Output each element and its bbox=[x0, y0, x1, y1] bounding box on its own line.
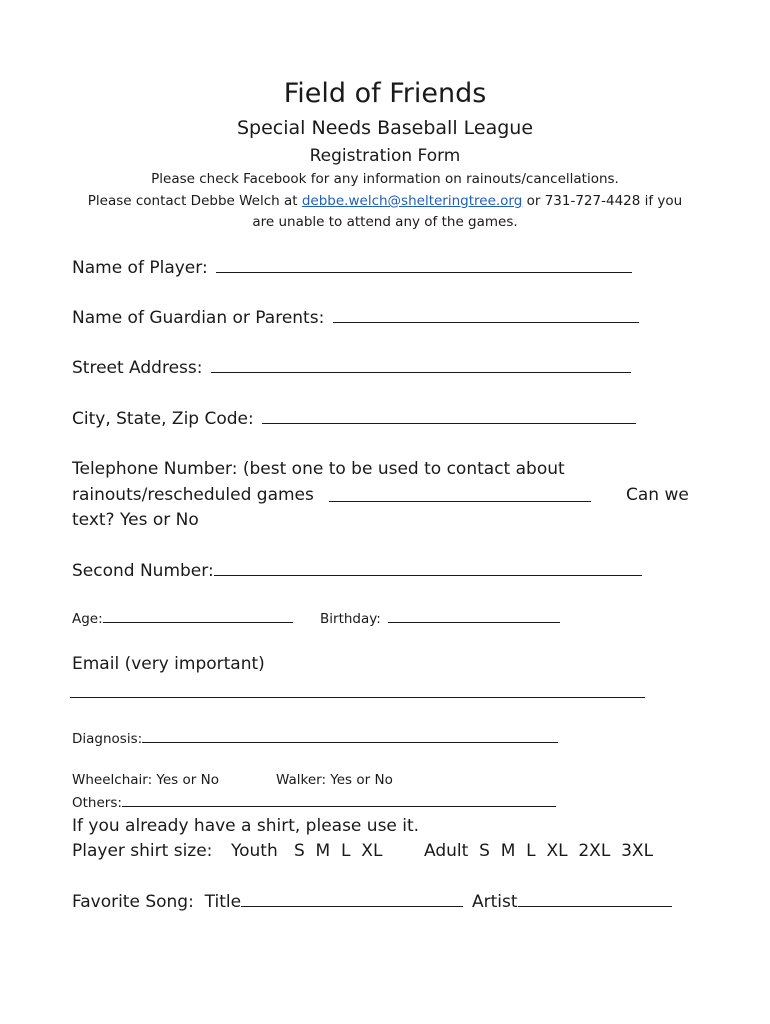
player-name-field bbox=[72, 258, 632, 278]
email-label: Email (very important) bbox=[72, 654, 265, 674]
song-title-label: Favorite Song: Title bbox=[72, 892, 242, 912]
others-label: Others: bbox=[72, 795, 122, 811]
player-name-line[interactable] bbox=[216, 271, 632, 273]
age-label: Age: bbox=[72, 611, 103, 627]
street-address-line[interactable] bbox=[211, 371, 631, 373]
guardian-name-label: Name of Guardian or Parents: bbox=[72, 308, 325, 328]
birthday-line[interactable] bbox=[388, 621, 560, 623]
others-line[interactable] bbox=[122, 805, 556, 807]
page-title: Field of Friends bbox=[283, 78, 487, 109]
song-artist-label: Artist bbox=[472, 892, 518, 912]
birthday-label: Birthday: bbox=[320, 611, 381, 627]
telephone-label-line1: Telephone Number: (best one to be used to contact about bbox=[72, 459, 565, 479]
song-title-field bbox=[72, 892, 463, 912]
others-field bbox=[72, 795, 556, 811]
notice-facebook: Please check Facebook for any information on rainouts/cancellations. bbox=[151, 171, 619, 187]
shirt-note: If you already have a shirt, please use it. bbox=[72, 816, 420, 836]
second-number-label: Second Number: bbox=[72, 561, 214, 581]
song-artist-line[interactable] bbox=[518, 905, 672, 907]
wheelchair-yes-no: Wheelchair: Yes or No bbox=[72, 772, 219, 788]
can-we-text-label: Can we bbox=[626, 485, 689, 505]
adult-sizes: Adult S M L XL 2XL 3XL bbox=[424, 841, 654, 861]
age-line[interactable] bbox=[103, 621, 293, 623]
city-state-zip-line[interactable] bbox=[262, 422, 636, 424]
email-line[interactable] bbox=[70, 696, 645, 698]
song-artist-field bbox=[472, 892, 672, 912]
street-address-label: Street Address: bbox=[72, 358, 203, 378]
contact-email-link[interactable]: debbe.welch@shelteringtree.org bbox=[301, 193, 523, 209]
second-number-field bbox=[72, 561, 642, 581]
player-name-label: Name of Player: bbox=[72, 258, 208, 278]
league-subtitle: Special Needs Baseball League bbox=[236, 117, 534, 139]
city-state-zip-label: City, State, Zip Code: bbox=[72, 409, 254, 429]
city-state-zip-field bbox=[72, 409, 636, 429]
age-field bbox=[72, 611, 293, 627]
notice-unable: are unable to attend any of the games. bbox=[252, 214, 518, 230]
second-number-line[interactable] bbox=[214, 574, 642, 576]
diagnosis-label: Diagnosis: bbox=[72, 731, 143, 747]
notice-contact-pre: Please contact Debbe Welch at bbox=[87, 193, 302, 209]
telephone-line[interactable] bbox=[329, 500, 591, 502]
form-name: Registration Form bbox=[309, 146, 461, 166]
diagnosis-field bbox=[72, 731, 558, 747]
notice-contact bbox=[0, 193, 770, 209]
song-title-line[interactable] bbox=[241, 905, 463, 907]
notice-contact-post: or 731-727-4428 if you bbox=[522, 193, 683, 209]
youth-sizes: Youth S M L XL bbox=[231, 841, 383, 861]
guardian-name-field bbox=[72, 308, 639, 328]
diagnosis-line[interactable] bbox=[142, 741, 558, 743]
shirt-size-label: Player shirt size: bbox=[72, 841, 213, 861]
text-yes-no: text? Yes or No bbox=[72, 510, 199, 530]
birthday-field bbox=[320, 611, 560, 627]
guardian-name-line[interactable] bbox=[333, 321, 639, 323]
street-address-field bbox=[72, 358, 631, 378]
walker-yes-no: Walker: Yes or No bbox=[276, 772, 393, 788]
telephone-label-line2: rainouts/rescheduled games bbox=[72, 485, 314, 505]
